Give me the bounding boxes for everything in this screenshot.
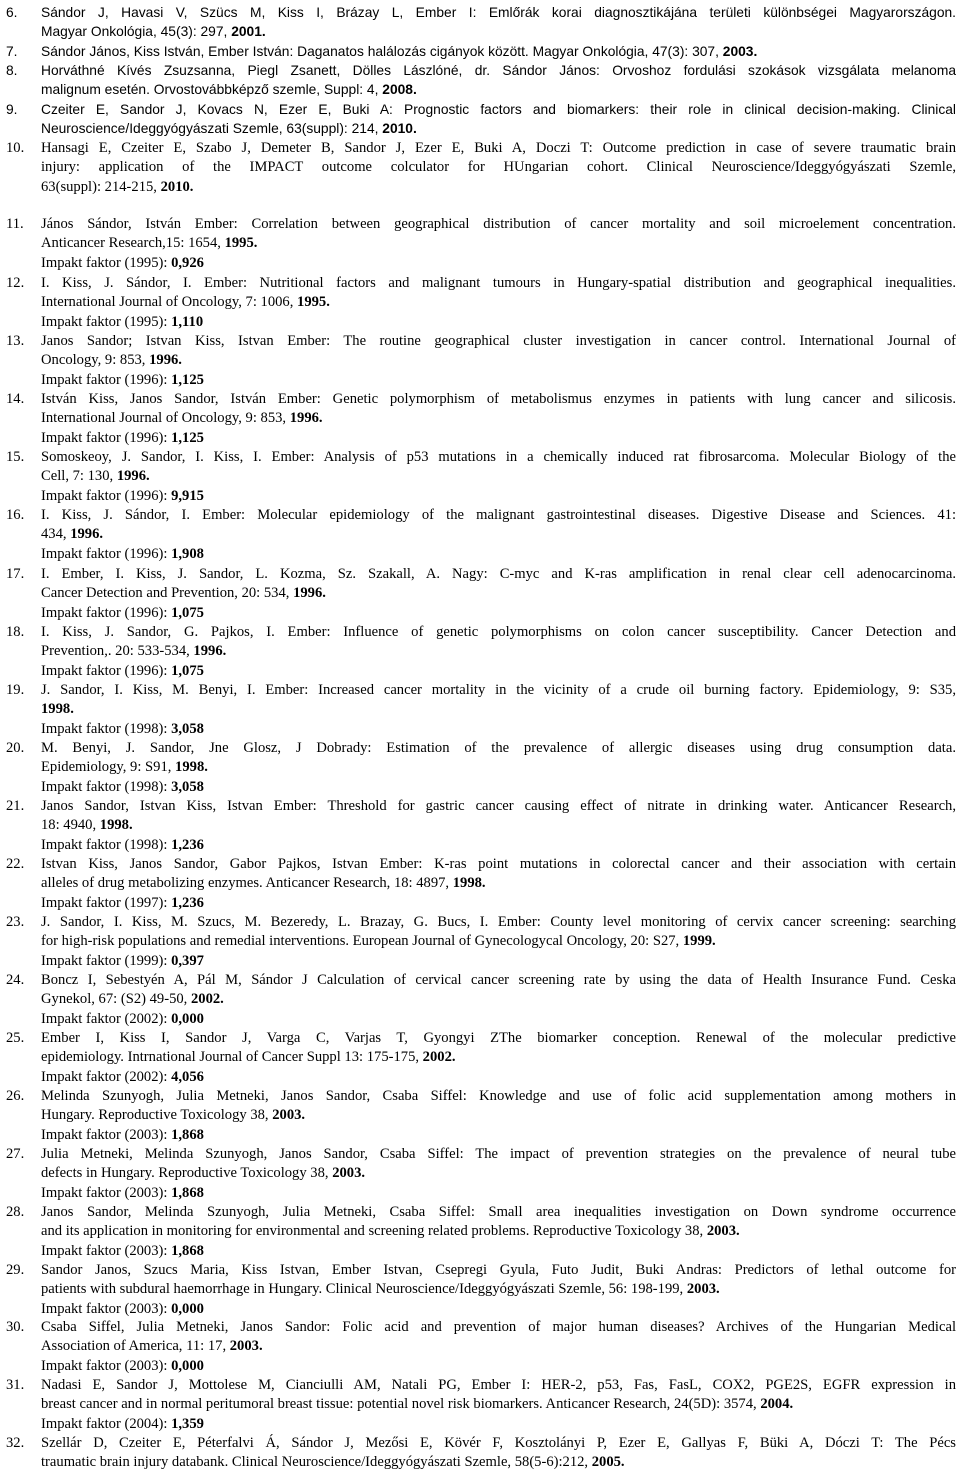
entry-line-text: I. Kiss, J. Sándor, I. Ember: Molecular epidemiology of the malignant gastrointestinal diseases. Digestive Disease and Sciences. 41: [41,507,956,523]
entry-line [41,313,956,332]
entry-number: 21. [6,798,25,814]
entry-text [41,390,956,448]
entry-line-bold: 0,926 [171,254,204,271]
entry-line-text: Impakt faktor (1997): [41,894,172,911]
entry-line [41,662,956,681]
entry-line-bold: 3,058 [171,778,204,795]
entry-text [41,332,956,390]
entry-line-bold: 1,236 [171,894,204,911]
entry-line-text: Impakt faktor (1998): [41,720,172,737]
entry-line-bold: 0,000 [171,1010,204,1027]
entry-line-bold: 1,359 [171,1415,204,1432]
entry-number: 22. [6,856,25,872]
entry-text [41,1029,956,1087]
entry-number: 30. [6,1319,25,1335]
entry-line [41,739,956,758]
entry-line-text: Impakt faktor (1999): [41,952,172,969]
entry-text [41,274,956,332]
entry-line [41,178,956,197]
entry-line-text: 18: 4940, [41,817,100,834]
entry-line-bold: 1998. [452,875,486,892]
entry-line [41,1222,956,1241]
entry-line [41,1029,956,1048]
entry-number: 9. [6,102,18,117]
entry-line-bold: 2001. [231,24,266,40]
entry-line-text: J. Sandor, I. Kiss, M. Szucs, M. Bezeredy, L. Brazay, G. Bucs, I. Ember: County level monitoring of cervix cancer screening: searching [41,914,956,930]
entry-line [41,1337,956,1356]
entry-line-text: International Journal of Oncology, 7: 1006, [41,294,298,311]
entry-line [41,681,956,700]
entry-line-bold: 2002. [422,1049,456,1066]
entry-line-text: Impakt faktor (1998): [41,778,172,795]
entry-line-text: I. Kiss, J. Sándor, I. Ember: Nutritional factors and malignant tumours in Hungary-spatial distribution and geographical inequalities. [41,275,956,291]
entry-number: 25. [6,1030,25,1046]
entry-line-bold: 2003. [229,1338,263,1355]
entry-line-text: defects in Hungary. Reproductive Toxicology 38, [41,1165,333,1182]
entry-line-text: patients with subdural haemorrhage in Hungary. Clinical Neuroscience/Ideggyógyászati Szemle, 56: 198-199, [41,1281,687,1298]
entry-line-bold: 1996. [293,585,326,602]
entry-line-text: J. Sandor, I. Kiss, M. Benyi, I. Ember: Increased cancer mortality in the vicinity of a crude oil burning factory. Epidemiology, 9: S35, [41,682,956,698]
entry-number: 20. [6,740,25,756]
entry-text [41,1434,956,1473]
entry-line-text: Janos Sandor, Istvan Kiss, Istvan Ember: Threshold for gastric cancer causing effect of nitrate in drinking water. Anticancer Research, [41,798,956,814]
entry-text [41,3,956,42]
entry-line-text: Impakt faktor (1996): [41,545,172,562]
entry-line-text: Impakt faktor (1995): [41,254,172,271]
entry-line-bold: 2003. [332,1165,366,1182]
entry-number: 16. [6,507,25,523]
entry-line-bold: 1,868 [171,1126,204,1143]
entry-line [41,80,956,99]
entry-line-bold: 2004. [760,1396,794,1413]
entry-line [41,525,956,544]
entry-line-text: and its application in monitoring for environmental and screening related problems. Reproductive Toxicology 38, [41,1223,707,1240]
entry-line [41,1318,956,1337]
entry-line [41,42,956,61]
entry-line-bold: 1998. [99,817,133,834]
entry-line [41,971,956,990]
entry-line-bold: 1,868 [171,1184,204,1201]
entry-line-bold: 2003. [722,44,758,59]
entry-line-text: Prevention,. 20: 533-534, [41,643,194,660]
entry-number: 27. [6,1146,25,1162]
entry-text [41,506,956,564]
entry-line-text: International Journal of Oncology, 9: 853, [41,410,290,427]
entry-text [41,448,956,506]
entry-line [41,874,956,893]
entry-line-bold: 1,125 [171,371,204,388]
entry-line [41,254,956,273]
entry-line-text: Julia Metneki, Melinda Szunyogh, Janos Sandor, Csaba Siffel: The impact of prevention strategies on the prevalence of neural tube [41,1146,956,1162]
entry-line-text: Somoskeoy, J. Sandor, I. Kiss, I. Ember: Analysis of p53 mutations in a chemically induced rat fibrosarcoma. Molecular Biology of the [41,449,956,465]
entry-line [41,1357,956,1376]
entry-line [41,467,956,486]
entry-line-bold: 1,908 [171,545,204,562]
entry-line [41,545,956,564]
entry-number: 23. [6,914,25,930]
entry-line-bold: 1,110 [171,313,204,330]
entry-line [41,1068,956,1087]
entry-line [41,952,956,971]
entry-line [41,506,956,525]
entry-line-text: injury: application of the IMPACT outcome colculator for HUngarian cohort. Clinical Neuroscience/Ideggyógyászati Szemle, [41,159,956,176]
entry-line-text: Impakt faktor (2003): [41,1300,172,1317]
entry-line [41,1087,956,1106]
entry-number: 26. [6,1088,25,1104]
entry-line [41,1242,956,1261]
entry-line-text: Czeiter E, Sandor J, Kovacs N, Ezer E, Buki A: Prognostic factors and biomarkers: their role in clinical decision-making. Clinical [41,102,956,117]
entry-line-text: Impakt faktor (1996): [41,662,172,679]
entry-line [41,720,956,739]
entry-number: 31. [6,1377,25,1393]
entry-line-text: Janos Sandor, Melinda Szunyogh, Julia Metneki, Csaba Siffel: Small area inequalities investigation on Down syndrome occurrence [41,1204,956,1220]
entry-line [41,604,956,623]
entry-line [41,487,956,506]
entry-text [41,61,956,100]
entry-text [41,1261,956,1319]
entry-number: 7. [6,44,18,59]
entry-line-bold: 1,075 [171,662,204,679]
entry-line [41,1415,956,1434]
entry-line-text: Impakt faktor (1996): [41,604,172,621]
entry-line [41,1453,956,1472]
entry-line-text: Horváthné Kívés Zsuzsanna, Piegl Zsanett, Dölles Lászlóné, dr. Sándor János: Orvoshoz fordulási szokások vizsgálata melanoma [41,63,956,78]
entry-line [41,932,956,951]
entry-line-bold: 1,236 [171,836,204,853]
entry-line [41,1048,956,1067]
entry-line-text: epidemiology. Intrnational Journal of Cancer Suppl 13: 175-175, [41,1049,423,1066]
entry-line-text: Sandor Janos, Szucs Maria, Kiss Istvan, Ember Istvan, Csepregi Gyula, Futo Judit, Buki Andras: Predictors of lethal outcome for [41,1262,956,1278]
entry-line [41,855,956,874]
entry-line-text: Impakt faktor (2003): [41,1357,172,1374]
entry-line [41,409,956,428]
entry-line-bold: 1,075 [171,604,204,621]
entry-text [41,971,956,1029]
entry-text [41,215,956,273]
entry-line-text: Impakt faktor (1995): [41,313,172,330]
entry-number: 28. [6,1204,25,1220]
entry-line-text: 434, [41,526,71,543]
entry-line-bold: 2010. [382,121,417,137]
entry-line-text: I. Ember, I. Kiss, J. Sandor, L. Kozma, Sz. Szakall, A. Nagy: C-myc and K-ras amplification in renal clear cell adenocarcinoma. [41,566,956,582]
entry-line-text: Anticancer Research,15: 1654, [41,235,225,252]
entry-text [41,42,956,61]
entry-line [41,139,956,158]
entry-line-text: Impakt faktor (2003): [41,1126,172,1143]
entry-line [41,565,956,584]
entry-text [41,1318,956,1376]
entry-line [41,1376,956,1395]
entry-line [41,797,956,816]
entry-line-bold: 2008. [382,82,417,98]
entry-line-text: alleles of drug metabolizing enzymes. Anticancer Research, 18: 4897, [41,875,453,892]
entry-line-text: traumatic brain injury databank. Clinical Neuroscience/Ideggyógyászati Szemle, 58(5-6):212, [41,1454,592,1471]
entry-text [41,623,956,681]
entry-text [41,1376,956,1434]
entry-line [41,61,956,80]
entry-line [41,758,956,777]
entry-line [41,293,956,312]
entry-line [41,1106,956,1125]
entry-line-text: Impakt faktor (1996): [41,371,172,388]
entry-text [41,855,956,913]
entry-line-bold: 2003. [706,1223,740,1240]
entry-line-bold: 2003. [686,1281,720,1298]
entry-text [41,913,956,971]
entry-line [41,1145,956,1164]
entry-line-bold: 1996. [116,468,150,485]
entry-line-text: Boncz I, Sebestyén A, Pál M, Sándor J Calculation of cervical cancer screening rate by using the data of Health Insurance Fund. Ceska [41,972,956,988]
entry-line [41,351,956,370]
entry-line-text: Impakt faktor (2002): [41,1068,172,1085]
entry-line-text: Neuroscience/Ideggyógyászati Szemle, 63(suppl): 214, [41,121,383,137]
entry-number: 13. [6,333,25,349]
entry-line-bold: 2010. [160,178,194,195]
entry-line-bold: 1996. [193,643,227,660]
entry-text [41,139,956,197]
entry-number: 12. [6,275,25,291]
entry-text [41,1145,956,1203]
entry-line-bold: 1995. [297,294,330,311]
entry-line-bold: 1,125 [171,429,204,446]
entry-line [41,778,956,797]
entry-line-text: Impakt faktor (2002): [41,1010,172,1027]
entry-line-text: Hungary. Reproductive Toxicology 38, [41,1107,273,1124]
entry-line-text: Impakt faktor (1998): [41,836,172,853]
entry-line [41,158,956,177]
entry-line-bold: 0,000 [171,1300,204,1317]
entry-line [41,371,956,390]
entry-line [41,1126,956,1145]
entry-line [41,1395,956,1414]
entry-number: 19. [6,682,25,698]
entry-line-bold: 1998. [41,701,74,718]
entry-line [41,700,956,719]
entry-line-bold: 1996. [289,410,323,427]
entry-line [41,1010,956,1029]
entry-line [41,274,956,293]
entry-line-bold: 1,868 [171,1242,204,1259]
entry-line-bold: 1999. [682,933,716,950]
entry-line-bold: 0,000 [171,1357,204,1374]
entry-line-text: István Kiss, Janos Sandor, István Ember: Genetic polymorphism of metabolismus enzymes in patients with lung cancer and silicosis. [41,391,956,407]
entry-number: 15. [6,449,25,465]
entry-line-bold: 2003. [272,1107,306,1124]
entry-line-bold: 1998. [175,759,208,776]
entry-line-text: Oncology, 9: 853, [41,352,150,369]
entry-line-bold: 4,056 [171,1068,204,1085]
entry-number: 29. [6,1262,25,1278]
entry-number: 18. [6,624,25,640]
entry-line [41,913,956,932]
entry-line-text: Nadasi E, Sandor J, Mottolese M, Cianciulli AM, Natali PG, Ember I: HER-2, p53, Fas, FasL, COX2, PGE2S, EGFR expression in [41,1377,956,1393]
entry-line-text: Impakt faktor (2003): [41,1184,172,1201]
entry-line-text: Impakt faktor (2003): [41,1242,172,1259]
entry-line [41,234,956,253]
entry-line [41,3,956,22]
entry-text [41,681,956,739]
entry-line-bold: 9,915 [171,487,204,504]
entry-text [41,1087,956,1145]
entry-line-bold: 2002. [190,991,224,1008]
entry-number: 6. [6,5,18,20]
entry-line-text: Janos Sandor; Istvan Kiss, Istvan Ember: The routine geographical cluster investigation in cancer control. International Journal of [41,333,956,349]
entry-line [41,1184,956,1203]
entry-number: 14. [6,391,25,407]
entry-line [41,1300,956,1319]
entry-line-text: Gynekol, 67: (S2) 49-50, [41,991,191,1008]
entry-line-text: Ember I, Kiss I, Sandor J, Varga C, Varjas T, Gyongyi ZThe biomarker conception. Renewal of the molecular predictive [41,1030,956,1046]
entry-line [41,894,956,913]
entry-line [41,22,956,41]
entry-number: 8. [6,63,18,78]
entry-number: 24. [6,972,25,988]
entry-line [41,1434,956,1453]
entry-line-text: Cancer Detection and Prevention, 20: 534, [41,585,294,602]
entry-line [41,1280,956,1299]
entry-line-bold: 1995. [224,235,258,252]
entry-number: 10. [6,140,25,156]
entry-line-text: malignum esetén. Orvostovábbképző szemle, Suppl: 4, [41,82,383,98]
entry-line-text: for high-risk populations and remedial interventions. European Journal of Gynecologycal Oncology, 20: S27, [41,933,683,950]
entry-text [41,565,956,623]
entry-line-text: Melinda Szunyogh, Julia Metneki, Janos Sandor, Csaba Siffel: Knowledge and use of folic acid supplementation among mothers in [41,1088,956,1104]
entry-line-bold: 3,058 [171,720,204,737]
entry-line [41,215,956,234]
entry-line-text: János Sándor, István Ember: Correlation between geographical distribution of cancer mortality and soil microelement concentration. [41,216,956,232]
entry-line-text: Epidemiology, 9: S91, [41,759,176,776]
entry-line [41,448,956,467]
entry-line [41,429,956,448]
entry-line [41,119,956,138]
entry-line-text: M. Benyi, J. Sandor, Jne Glosz, J Dobrady: Estimation of the prevalence of allergic diseases using drug consumption data. [41,740,956,756]
entry-number: 32. [6,1435,25,1451]
entry-line-text: Hansagi E, Czeiter E, Szabo J, Demeter B, Sandor J, Ezer E, Buki A, Doczi T: Outcome prediction in case of severe traumatic brain [41,140,956,156]
entry-line-text: Impakt faktor (1996): [41,429,172,446]
entry-line [41,836,956,855]
entry-line-text: Association of America, 11: 17, [41,1338,230,1355]
entry-line-text: Sándor János, Kiss István, Ember István: Daganatos halálozás cigányok között. Magyar Onkológia, 47(3): 307, [41,44,723,59]
entry-line-text: breast cancer and in normal peritumoral breast tissue: potential novel risk biomarkers. Anticancer Research, 24(5D): 3574, [41,1396,761,1413]
entry-line-bold: 1996. [70,526,104,543]
entry-line [41,1164,956,1183]
entry-line-text: I. Kiss, J. Sandor, G. Pajkos, I. Ember: Influence of genetic polymorphisms on colon cancer susceptibility. Cancer Detection and [41,624,956,640]
entry-line-bold: 0,397 [171,952,204,969]
entry-line [41,1203,956,1222]
entry-line-text: Sándor J, Havasi V, Szücs M, Kiss I, Brázay L, Ember I: Emlőrák korai diagnosztikájána területi különbségei Magyarországon. [41,5,956,20]
entry-line-text: Istvan Kiss, Janos Sandor, Gabor Pajkos, Istvan Ember: K-ras point mutations in colorectal cancer and their association with certain [41,856,956,872]
entry-line [41,332,956,351]
entry-text [41,797,956,855]
entry-line [41,623,956,642]
entry-number: 17. [6,566,25,582]
entry-line [41,990,956,1009]
entry-text [41,739,956,797]
entry-number: 11. [6,216,24,232]
entry-line-text: Cell, 7: 130, [41,468,117,485]
entry-line [41,584,956,603]
entry-line-text: Impakt faktor (1996): [41,487,172,504]
entry-line [41,816,956,835]
entry-text [41,100,956,139]
entry-line [41,100,956,119]
entry-line-text: 63(suppl): 214-215, [41,178,161,195]
entry-line-text: Impakt faktor (2004): [41,1415,172,1432]
entry-line-text: Magyar Onkológia, 45(3): 297, [41,24,232,40]
entry-line-bold: 2005. [591,1454,625,1471]
entry-line-bold: 1996. [149,352,182,369]
entry-line [41,390,956,409]
entry-text [41,1203,956,1261]
entry-line-text: Szellár D, Czeiter E, Péterfalvi Á, Sándor J, Mezősi E, Kövér F, Kosztolányi P, Ezer E, Gallyas F, Büki A, Dóczi T: The Pécs [41,1435,956,1451]
entry-line-text: Csaba Siffel, Julia Metneki, Janos Sandor: Folic acid and prevention of major human diseases? Archives of the Hungarian Medical [41,1319,956,1335]
entry-line [41,1261,956,1280]
entry-line [41,642,956,661]
